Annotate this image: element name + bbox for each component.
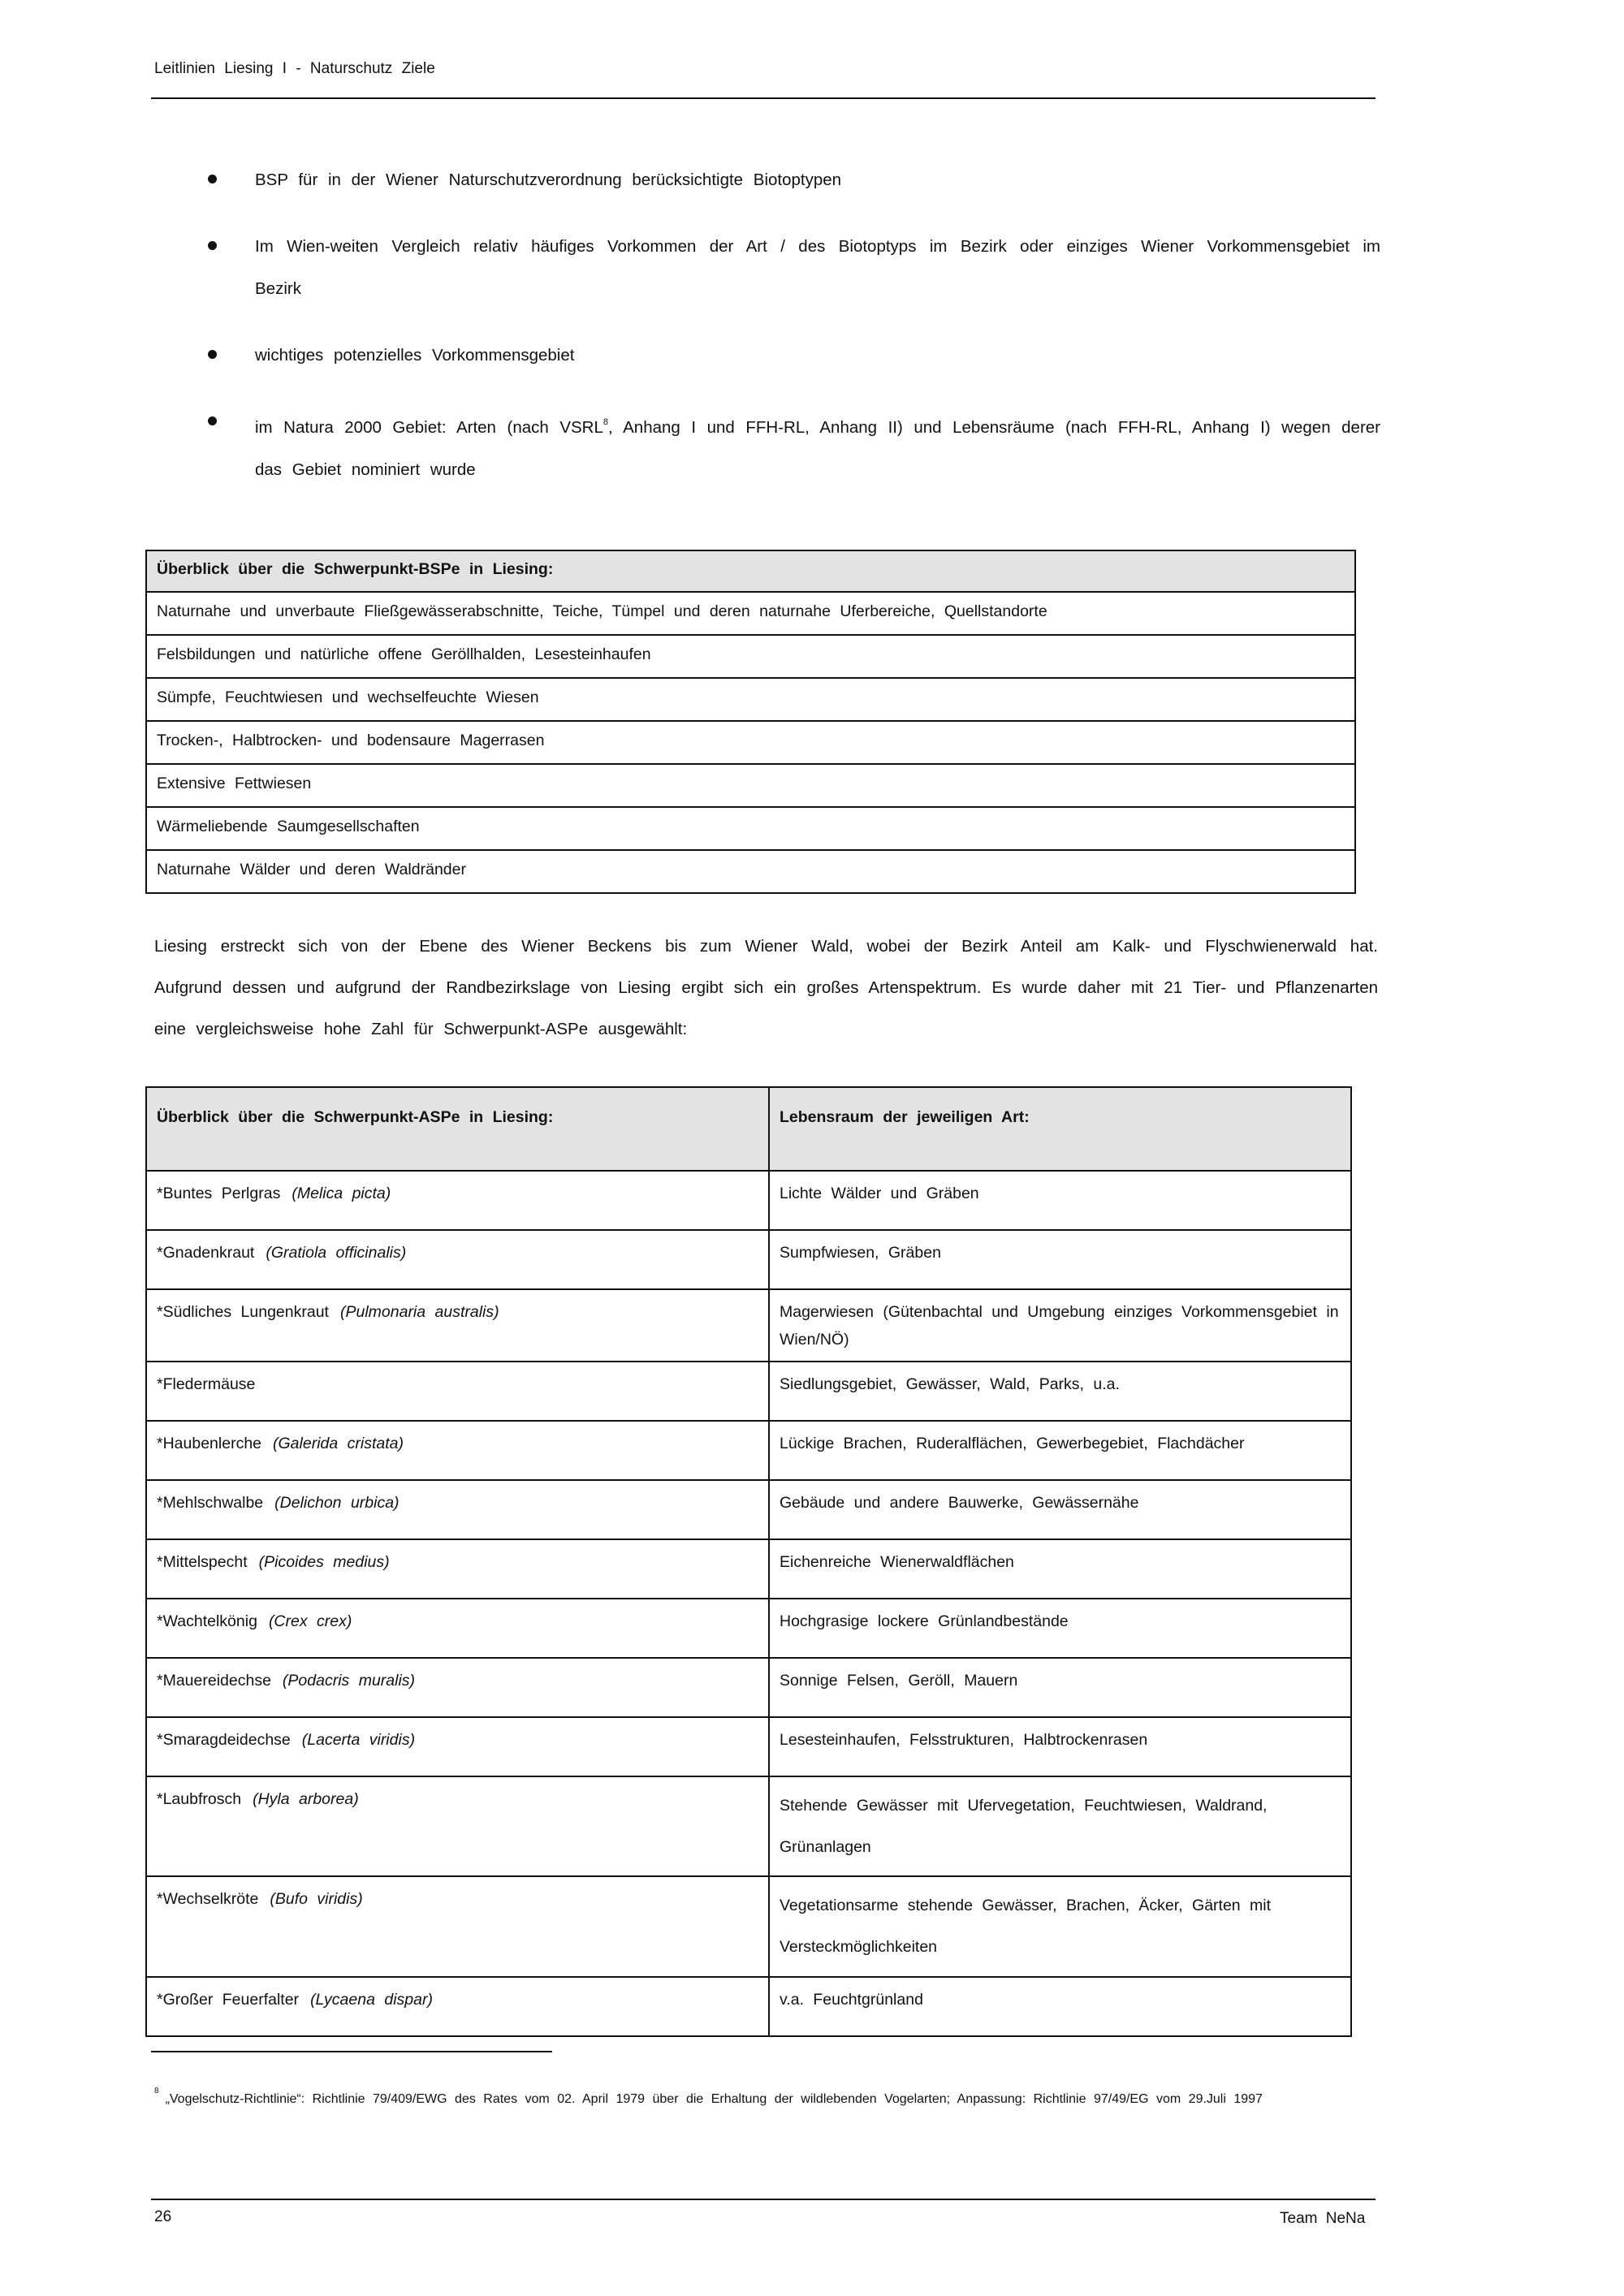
scientific-name: (Hyla arborea) — [253, 1790, 359, 1808]
habitat-cell: Sumpfwiesen, Gräben — [769, 1230, 1351, 1289]
table-row — [146, 807, 1355, 850]
table-row — [146, 1977, 1351, 2036]
species-name: *Mauereidechse — [157, 1672, 271, 1690]
species-name: *Fledermäuse — [157, 1375, 256, 1393]
table-row — [146, 1717, 1351, 1776]
bullet-text: , Anhang I und FFH-RL, Anhang II) und Lebensräume (nach FFH-RL, Anhang I) wegen derer das Gebiet nominiert wurde — [255, 418, 1381, 479]
table-row — [146, 1658, 1351, 1717]
table-row — [146, 1876, 1351, 1977]
species-name: *Wechselkröte — [157, 1890, 259, 1908]
species-name: *Mehlschwalbe — [157, 1494, 264, 1512]
table-row — [146, 721, 1355, 764]
scientific-name: (Pulmonaria australis) — [339, 1303, 499, 1321]
species-name: *Gnadenkraut — [157, 1244, 255, 1262]
table-row — [146, 1539, 1351, 1599]
species-name: *Mittelspecht — [157, 1553, 248, 1571]
scientific-name: (Lacerta viridis) — [301, 1731, 416, 1749]
habitat-cell: Gebäude und andere Bauwerke, Gewässernähe — [769, 1480, 1351, 1539]
footnote — [154, 2069, 1382, 2122]
bullet-text: BSP für in der Wiener Naturschutzverordnung berücksichtigte Biotoptypen — [255, 170, 842, 189]
habitat-cell: Siedlungsgebiet, Gewässer, Wald, Parks, u.a. — [769, 1362, 1351, 1421]
scientific-name: (Bufo viridis) — [270, 1890, 363, 1908]
species-cell — [146, 1599, 769, 1658]
table-row — [146, 1362, 1351, 1421]
table-header-species: Überblick über die Schwerpunkt-ASPe in Liesing: — [146, 1087, 769, 1171]
table-row — [146, 1776, 1351, 1876]
footnote-text: „Vogelschutz-Richtlinie“: Richtlinie 79/409/EWG des Rates vom 02. April 1979 über die Erhaltung der wildlebenden Vogelarten; Anpassung: Richtlinie 97/49/EG vom 29.Juli 1997 — [165, 2092, 1263, 2106]
table-row — [146, 1599, 1351, 1658]
habitat-cell: Magerwiesen (Gütenbachtal und Umgebung einziges Vorkommensgebiet in Wien/NÖ) — [769, 1289, 1351, 1362]
habitat-cell: Lichte Wälder und Gräben — [769, 1171, 1351, 1230]
habitat-cell: Vegetationsarme stehende Gewässer, Brachen, Äcker, Gärten mit Versteckmöglichkeiten — [769, 1876, 1351, 1977]
page-number: 26 — [154, 2208, 172, 2225]
scientific-name: (Podacris muralis) — [282, 1672, 416, 1690]
habitat-cell: Sonnige Felsen, Geröll, Mauern — [769, 1658, 1351, 1717]
header-rule — [151, 97, 1376, 99]
table-cell: Naturnahe und unverbaute Fließgewässerabschnitte, Teiche, Tümpel und deren naturnahe Uferbereiche, Quellstandorte — [146, 592, 1355, 635]
scientific-name: (Galerida cristata) — [273, 1435, 404, 1452]
running-header: Leitlinien Liesing I - Naturschutz Ziele — [154, 60, 435, 77]
footnote-reference: 8 — [603, 417, 609, 427]
habitat-cell: Eichenreiche Wienerwaldflächen — [769, 1539, 1351, 1599]
species-name: *Wachtelkönig — [157, 1612, 257, 1630]
body-paragraph: Liesing erstreckt sich von der Ebene des Wiener Beckens bis zum Wiener Wald, wobei der Bezirk Anteil am Kalk- und Flyschwienerwald hat. Aufgrund dessen und aufgrund der Randbezirkslage von Liesing ergibt sich ein großes Artenspektrum. Es wurde daher mit 21 Tier- und Pflanzenarten eine vergleichsweise hohe Zahl für Schwerpunkt-ASPe ausgewählt: — [154, 937, 1378, 1038]
species-cell — [146, 1289, 769, 1362]
scientific-name: (Delichon urbica) — [274, 1494, 400, 1512]
scientific-name: (Crex crex) — [268, 1612, 352, 1630]
table-header: Überblick über die Schwerpunkt-BSPe in Liesing: — [146, 550, 1355, 592]
footer-rule — [151, 2199, 1376, 2200]
bullet-item — [200, 159, 1380, 201]
scientific-name: (Picoides medius) — [258, 1553, 390, 1571]
table-cell: Trocken-, Halbtrocken- und bodensaure Magerrasen — [146, 721, 1355, 764]
bullet-item — [200, 334, 1380, 377]
footnote-number: 8 — [154, 2087, 159, 2095]
bullet-item — [200, 401, 1380, 491]
species-cell — [146, 1539, 769, 1599]
bsp-overview-table — [145, 550, 1356, 894]
habitat-cell: Stehende Gewässer mit Ufervegetation, Feuchtwiesen, Waldrand, Grünanlagen — [769, 1776, 1351, 1876]
species-name: *Buntes Perlgras — [157, 1185, 281, 1202]
bullet-icon — [208, 241, 217, 250]
footnote-separator — [151, 2051, 552, 2052]
habitat-cell: Lückige Brachen, Ruderalflächen, Gewerbegebiet, Flachdächer — [769, 1421, 1351, 1480]
species-name: *Laubfrosch — [157, 1790, 242, 1808]
bullet-icon — [208, 350, 217, 359]
habitat-cell: Lesesteinhaufen, Felsstrukturen, Halbtrockenrasen — [769, 1717, 1351, 1776]
table-row — [146, 1421, 1351, 1480]
species-cell — [146, 1776, 769, 1876]
footer-author: Team NeNa — [1280, 2210, 1366, 2227]
species-cell — [146, 1658, 769, 1717]
species-name: *Haubenlerche — [157, 1435, 262, 1452]
table-cell: Naturnahe Wälder und deren Waldränder — [146, 850, 1355, 893]
table-row — [146, 1289, 1351, 1362]
habitat-cell: v.a. Feuchtgrünland — [769, 1977, 1351, 2036]
species-cell — [146, 1362, 769, 1421]
criteria-bullet-list — [200, 159, 1380, 516]
species-name: *Großer Feuerfalter — [157, 1991, 300, 2009]
table-cell: Wärmeliebende Saumgesellschaften — [146, 807, 1355, 850]
bullet-icon — [208, 416, 217, 425]
scientific-name: (Melica picta) — [292, 1185, 391, 1202]
table-row — [146, 764, 1355, 807]
species-cell — [146, 1230, 769, 1289]
species-name: *Smaragdeidechse — [157, 1731, 291, 1749]
bullet-text: Im Wien-weiten Vergleich relativ häufiges Vorkommen der Art / des Biotoptyps im Bezirk oder einziges Wiener Vorkommensgebiet im Bezirk — [255, 237, 1380, 298]
table-row — [146, 678, 1355, 721]
species-cell — [146, 1876, 769, 1977]
asp-overview-table — [145, 1086, 1352, 2037]
species-cell — [146, 1171, 769, 1230]
table-row — [146, 850, 1355, 893]
bullet-text: wichtiges potenzielles Vorkommensgebiet — [255, 346, 575, 365]
table-row — [146, 635, 1355, 678]
table-row — [146, 1230, 1351, 1289]
table-row — [146, 592, 1355, 635]
species-cell — [146, 1480, 769, 1539]
table-row — [146, 1171, 1351, 1230]
species-name: *Südliches Lungenkraut — [157, 1303, 329, 1321]
scientific-name: (Gratiola officinalis) — [266, 1244, 407, 1262]
species-cell — [146, 1421, 769, 1480]
bullet-icon — [208, 175, 217, 183]
species-cell — [146, 1977, 769, 2036]
table-row — [146, 1480, 1351, 1539]
scientific-name: (Lycaena dispar) — [310, 1991, 433, 2009]
table-cell: Extensive Fettwiesen — [146, 764, 1355, 807]
table-header-habitat: Lebensraum der jeweiligen Art: — [769, 1087, 1351, 1171]
habitat-cell: Hochgrasige lockere Grünlandbestände — [769, 1599, 1351, 1658]
bullet-item — [200, 226, 1380, 310]
table-cell: Sümpfe, Feuchtwiesen und wechselfeuchte Wiesen — [146, 678, 1355, 721]
species-cell — [146, 1717, 769, 1776]
bullet-text: im Natura 2000 Gebiet: Arten (nach VSRL — [255, 418, 603, 437]
table-cell: Felsbildungen und natürliche offene Geröllhalden, Lesesteinhaufen — [146, 635, 1355, 678]
